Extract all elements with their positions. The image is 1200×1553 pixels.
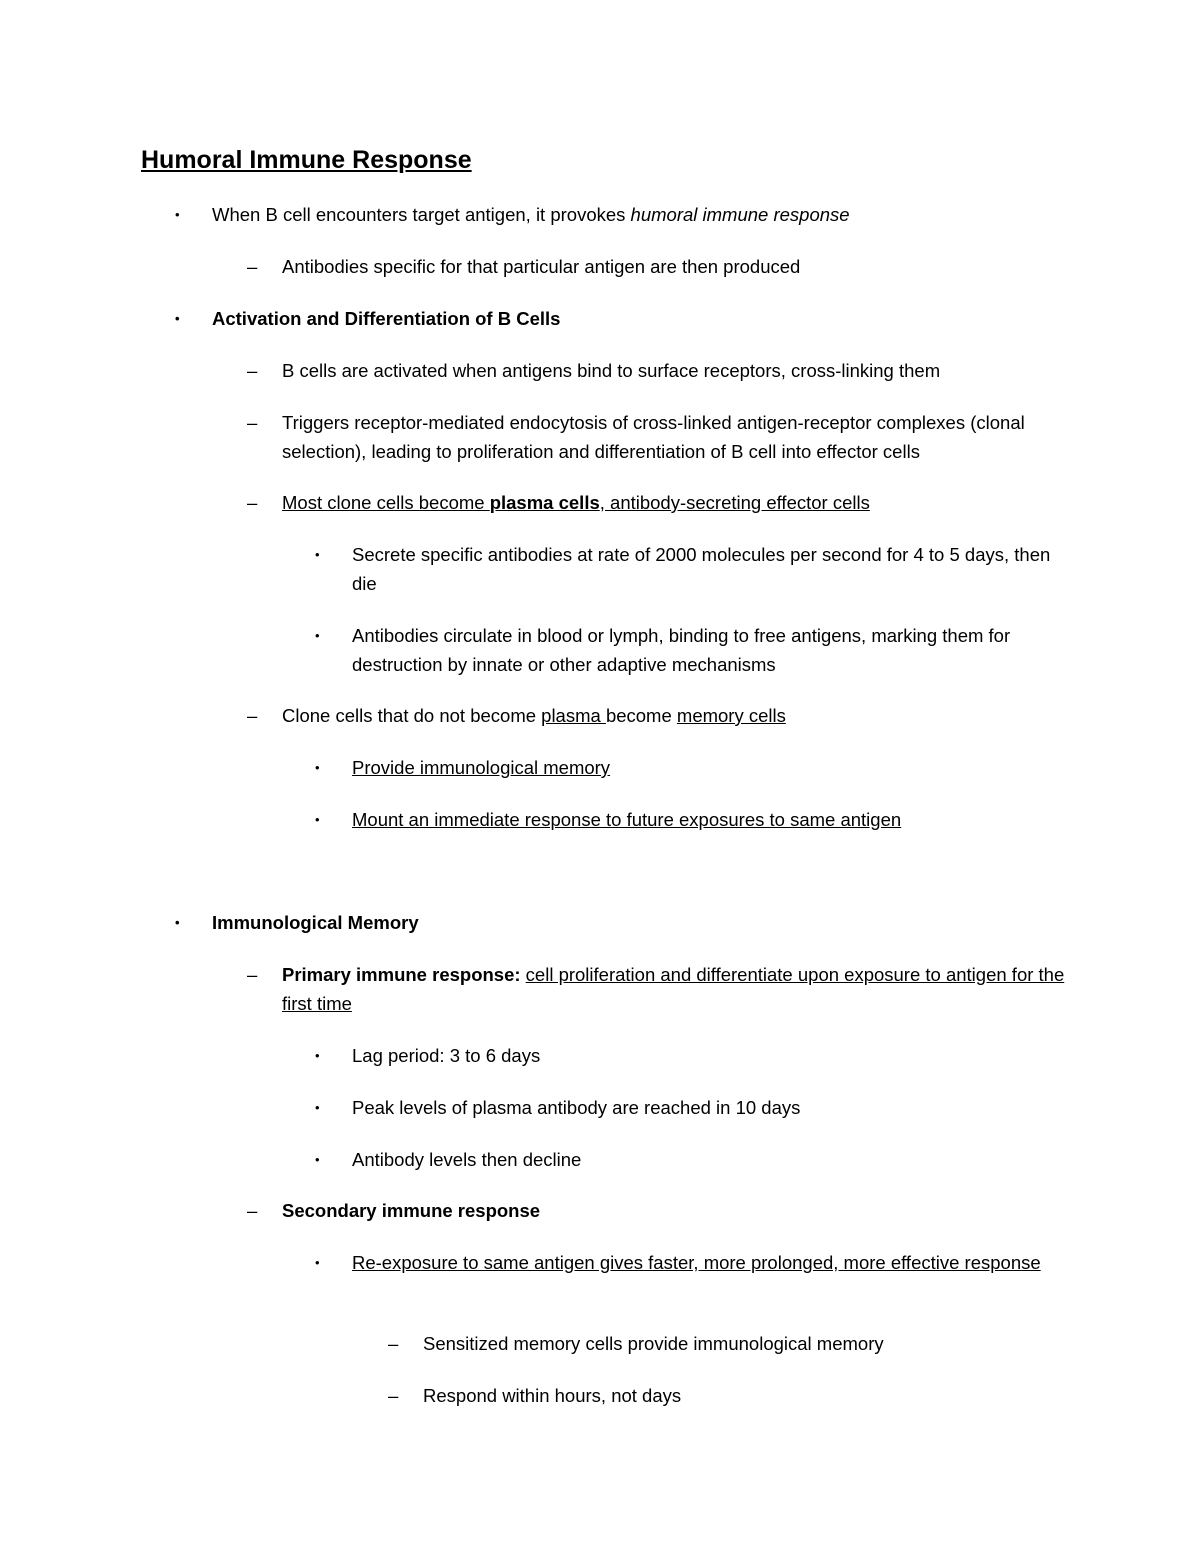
- item-text: Secrete specific antibodies at rate of 2000 molecules per second for 4 to 5 days, then die: [352, 544, 1051, 594]
- bullet-icon: •: [315, 1152, 320, 1167]
- list-item: [315, 541, 1072, 598]
- item-underlined: plasma: [541, 705, 606, 726]
- item-text: Antibody levels then decline: [352, 1149, 582, 1170]
- list-item: [315, 754, 1072, 783]
- list-item: [247, 253, 1082, 282]
- dash-icon: –: [247, 256, 258, 277]
- list-item: [315, 1146, 1072, 1175]
- list-item: [315, 806, 1072, 835]
- bullet-icon: •: [315, 1255, 320, 1270]
- dash-icon: –: [388, 1385, 399, 1406]
- bullet-icon: •: [315, 547, 320, 562]
- list-item: [315, 1249, 1072, 1278]
- bullet-icon: •: [175, 311, 180, 326]
- bullet-icon: •: [315, 1100, 320, 1115]
- dash-icon: –: [247, 705, 258, 726]
- dash-icon: –: [247, 492, 258, 513]
- item-text: Most clone cells become: [282, 492, 490, 513]
- list-item: [315, 622, 1072, 679]
- item-text: become: [605, 705, 677, 726]
- item-text: Sensitized memory cells provide immunological memory: [423, 1333, 884, 1354]
- dash-icon: –: [247, 360, 258, 381]
- item-text: Secondary immune response: [282, 1200, 541, 1221]
- item-underlined: memory cells: [676, 705, 786, 726]
- dash-icon: –: [247, 1200, 258, 1221]
- dash-icon: –: [388, 1333, 399, 1354]
- item-text: Respond within hours, not days: [423, 1385, 682, 1406]
- dash-icon: –: [247, 964, 258, 985]
- bullet-icon: •: [315, 760, 320, 775]
- list-item: [247, 409, 1082, 466]
- list-item: [247, 961, 1082, 1018]
- item-text: Lag period: 3 to 6 days: [352, 1045, 541, 1066]
- item-text: Clone cells that do not become: [282, 705, 542, 726]
- section-heading: [175, 909, 1112, 938]
- bullet-icon: •: [175, 915, 180, 930]
- item-strong: Primary immune response:: [282, 964, 526, 985]
- item-underlined: cell proliferation and differentiate upon exposure to antigen for the first time: [282, 964, 1065, 1014]
- page-title: Humoral Immune Response: [141, 146, 472, 174]
- list-item: [175, 201, 1112, 230]
- item-text: Antibodies circulate in blood or lymph, binding to free antigens, marking them for destruction by innate or other adaptive mechanisms: [352, 625, 1011, 675]
- bullet-icon: •: [315, 628, 320, 643]
- list-item: [247, 489, 1082, 518]
- bullet-icon: •: [175, 207, 180, 222]
- item-text: When B cell encounters target antigen, it provokes: [212, 204, 631, 225]
- list-item: [388, 1330, 1083, 1359]
- item-text: Mount an immediate response to future exposures to same antigen: [352, 809, 902, 830]
- list-item: [315, 1042, 1072, 1071]
- list-item: [247, 702, 1082, 731]
- item-text: Activation and Differentiation of B Cells: [212, 308, 561, 329]
- section-heading: [175, 305, 1112, 334]
- list-item: [388, 1382, 1083, 1411]
- bullet-icon: •: [315, 1048, 320, 1063]
- list-item: [247, 1197, 1082, 1226]
- item-text: B cells are activated when antigens bind to surface receptors, cross-linking them: [282, 360, 941, 381]
- item-text: Re-exposure to same antigen gives faster, more prolonged, more effective response: [352, 1252, 1041, 1273]
- item-text: Antibodies specific for that particular antigen are then produced: [282, 256, 801, 277]
- list-item: [315, 1094, 1072, 1123]
- dash-icon: –: [247, 412, 258, 433]
- item-text: , antibody-secreting effector cells: [599, 492, 870, 513]
- item-text: Immunological Memory: [212, 912, 419, 933]
- item-text: Peak levels of plasma antibody are reached in 10 days: [352, 1097, 801, 1118]
- item-strong: plasma cells: [489, 492, 600, 513]
- list-item: [247, 357, 1082, 386]
- item-emphasis: humoral immune response: [630, 204, 850, 225]
- bullet-icon: •: [315, 812, 320, 827]
- item-text: Triggers receptor-mediated endocytosis of cross-linked antigen-receptor complexes (clonal selection), leading to proliferation and differentiation of B cell into effector cells: [282, 412, 1025, 462]
- item-text: Provide immunological memory: [352, 757, 611, 778]
